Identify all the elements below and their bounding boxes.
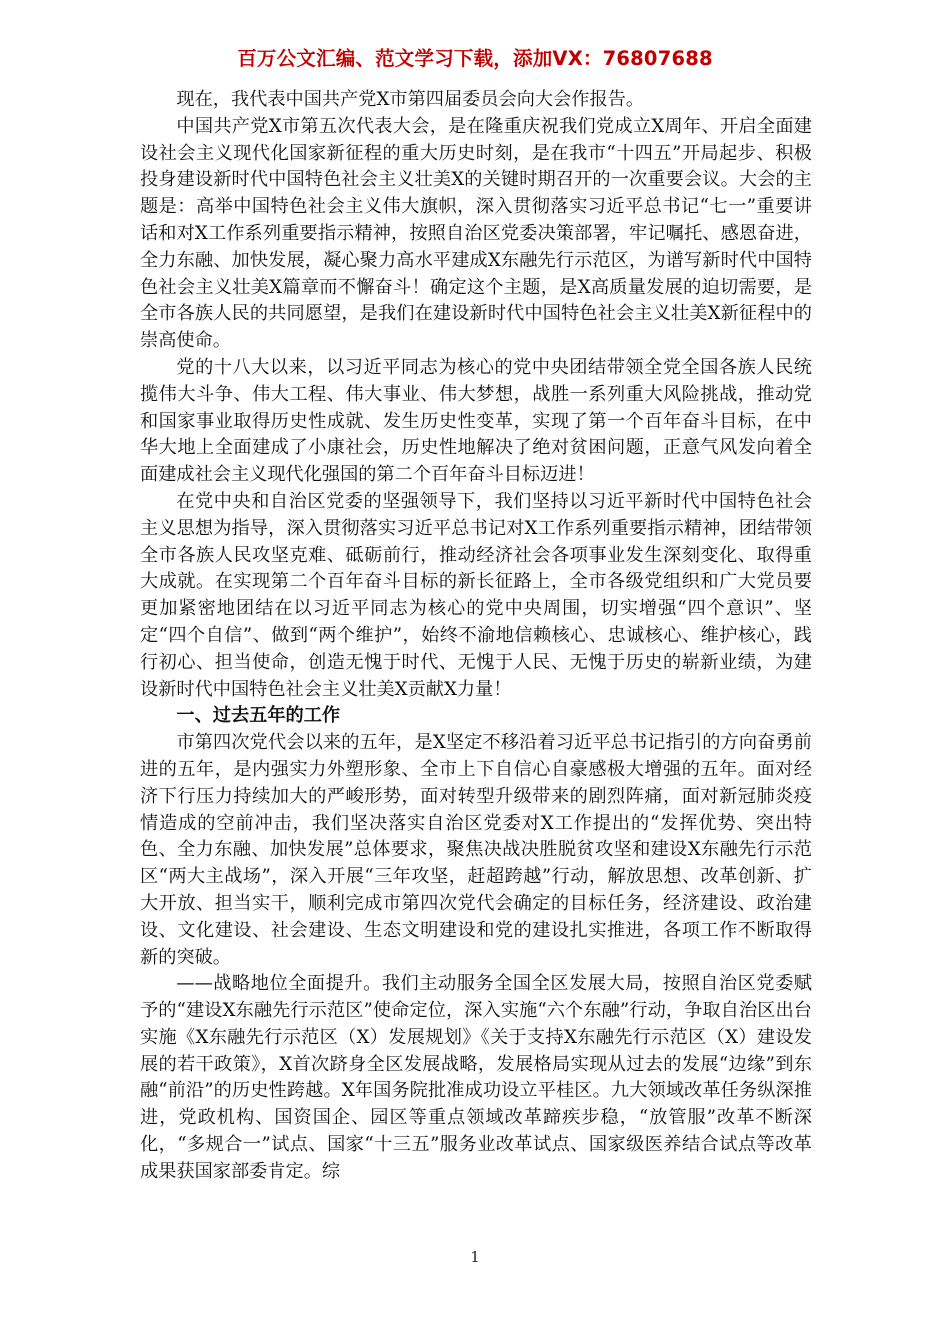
document-body [140,87,812,1186]
section-heading: 一、过去五年的工作 [176,705,341,727]
paragraph: 党的十八大以来，以习近平同志为核心的党中央团结带领全党全国各族人民统揽伟大斗争、伟大工程、伟大事业、伟大梦想，战胜一系列重大风险挑战，推动党和国家事业取得历史性成就、发生历史性变革，实现了第一个百年奋斗目标，在中华大地上全面建成了小康社会，历史性地解决了绝对贫困问题，正意气风发向着全面建成社会主义现代化强国的第二个百年奋斗目标迈进！ [140,356,812,486]
paragraph: 现在，我代表中国共产党X市第四届委员会向大会作报告。 [176,89,645,110]
promo-banner: 百万公文汇编、范文学习下载，添加VX：76807688 [237,47,713,70]
paragraph: ——战略地位全面提升。我们主动服务全国全区发展大局，按照自治区党委赋予的“建设X东融先行示范区”使命定位，深入实施“六个东融”行动，争取自治区出台实施《X东融先行示范区（X）发展规划》《关于支持X东融先行示范区（X）建设发展的若干政策》，X首次跻身全区发展战略，发展格局实现从过去的发展“边缘”到东融“前沿”的历史性跨越。X年国务院批准成功设立平桂区。九大领域改革任务纵深推进，党政机构、国资国企、园区等重点领域改革蹄疾步稳，“放管服”改革不断深化，“多规合一”试点、国家“十三五”服务业改革试点、国家级医养结合试点等改革成果获国家部委肯定。综 [140,973,812,1182]
paragraph: 中国共产党X市第五次代表大会，是在隆重庆祝我们党成立X周年、开启全面建设社会主义现代化国家新征程的重大历史时刻，是在我市“十四五”开局起步、积极投身建设新时代中国特色社会主义壮美X的关键时期召开的一次重要会议。大会的主题是：高举中国特色社会主义伟大旗帜，深入贯彻落实习近平总书记“七一”重要讲话和对X工作系列重要指示精神，按照自治区党委决策部署，牢记嘱托、感恩奋进，全力东融、加快发展，凝心聚力高水平建成X东融先行示范区，为谱写新时代中国特色社会主义壮美X篇章而不懈奋斗！确定这个主题，是X高质量发展的迫切需要，是全市各族人民的共同愿望，是我们在建设新时代中国特色社会主义壮美X新征程中的崇高使命。 [140,115,812,352]
page-number: 1 [470,1248,480,1266]
paragraph: 在党中央和自治区党委的坚强领导下，我们坚持以习近平新时代中国特色社会主义思想为指导，深入贯彻落实习近平总书记对X工作系列重要指示精神，团结带领全市各族人民攻坚克难、砥砺前行，推动经济社会各项事业发生深刻变化、取得重大成就。在实现第二个百年奋斗目标的新长征路上，全市各级党组织和广大党员要更加紧密地团结在以习近平同志为核心的党中央周围，切实增强“四个意识”、坚定“四个自信”、做到“两个维护”，始终不渝地信赖核心、忠诚核心、维护核心，践行初心、担当使命，创造无愧于时代、无愧于人民、无愧于历史的崭新业绩，为建设新时代中国特色社会主义壮美X贡献X力量！ [140,490,812,700]
paragraph: 市第四次党代会以来的五年，是X坚定不移沿着习近平总书记指引的方向奋勇前进的五年，是内强实力外塑形象、全市上下自信心自豪感极大增强的五年。面对经济下行压力持续加大的严峻形势，面对转型升级带来的剧烈阵痛，面对新冠肺炎疫情造成的空前冲击，我们坚决落实自治区党委对X工作提出的“发挥优势、突出特色、全力东融、加快发展”总体要求，聚焦决战决胜脱贫攻坚和建设X东融先行示范区“两大主战场”，深入开展“三年攻坚，赶超跨越”行动，解放思想、改革创新、扩大开放、担当实干，顺利完成市第四次党代会确定的目标任务，经济建设、政治建设、文化建设、社会建设、生态文明建设和党的建设扎实推进，各项工作不断取得新的突破。 [140,732,812,968]
